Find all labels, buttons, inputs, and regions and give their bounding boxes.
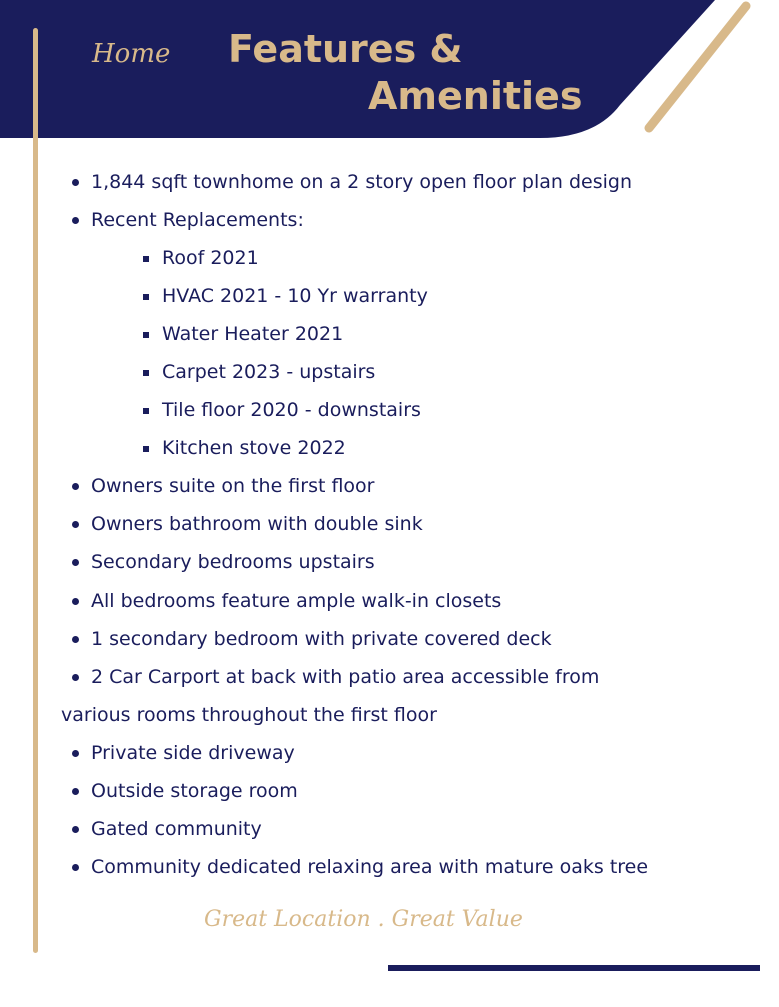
page-title [228, 26, 648, 120]
square-bullet-icon [143, 332, 149, 338]
bullet-icon [72, 598, 79, 605]
title-line-2: Amenities [368, 74, 583, 118]
bullet-icon [72, 750, 79, 757]
square-bullet-icon [143, 256, 149, 262]
list-item: Recent Replacements: [91, 209, 304, 231]
bullet-icon [72, 826, 79, 833]
title-script-word: Home [92, 39, 171, 69]
list-item: 2 Car Carport at back with patio area accessible from [91, 666, 600, 688]
title-line-1: Features & [228, 27, 463, 71]
gold-vertical-line [33, 28, 38, 953]
sub-list-item: Carpet 2023 - upstairs [162, 361, 376, 383]
list-item: Community dedicated relaxing area with mature oaks tree [91, 856, 649, 878]
bullet-icon [72, 864, 79, 871]
sub-list-item: Kitchen stove 2022 [162, 437, 346, 459]
footer-tagline: Great Location . Great Value [204, 907, 523, 932]
bullet-icon [72, 674, 79, 681]
sub-list-item: Roof 2021 [162, 247, 259, 269]
square-bullet-icon [143, 408, 149, 414]
list-item: Private side driveway [91, 742, 295, 764]
list-item: Secondary bedrooms upstairs [91, 551, 375, 573]
list-item-continuation: various rooms throughout the first floor [61, 704, 437, 726]
sub-list-item: Tile floor 2020 - downstairs [162, 399, 421, 421]
list-item: Gated community [91, 818, 262, 840]
bullet-icon [72, 521, 79, 528]
bullet-icon [72, 217, 79, 224]
bullet-icon [72, 559, 79, 566]
list-item: Owners suite on the first floor [91, 475, 375, 497]
list-item: 1,844 sqft townhome on a 2 story open floor plan design [91, 171, 632, 193]
list-item: 1 secondary bedroom with private covered deck [91, 628, 552, 650]
list-item: Owners bathroom with double sink [91, 513, 423, 535]
sub-list-item: HVAC 2021 - 10 Yr warranty [162, 285, 428, 307]
bullet-icon [72, 483, 79, 490]
bullet-icon [72, 788, 79, 795]
square-bullet-icon [143, 446, 149, 452]
bullet-icon [72, 636, 79, 643]
list-item: All bedrooms feature ample walk-in closets [91, 590, 502, 612]
sub-list-item: Water Heater 2021 [162, 323, 344, 345]
footer-bar [388, 965, 760, 971]
square-bullet-icon [143, 294, 149, 300]
list-item: Outside storage room [91, 780, 298, 802]
bullet-icon [72, 179, 79, 186]
square-bullet-icon [143, 370, 149, 376]
